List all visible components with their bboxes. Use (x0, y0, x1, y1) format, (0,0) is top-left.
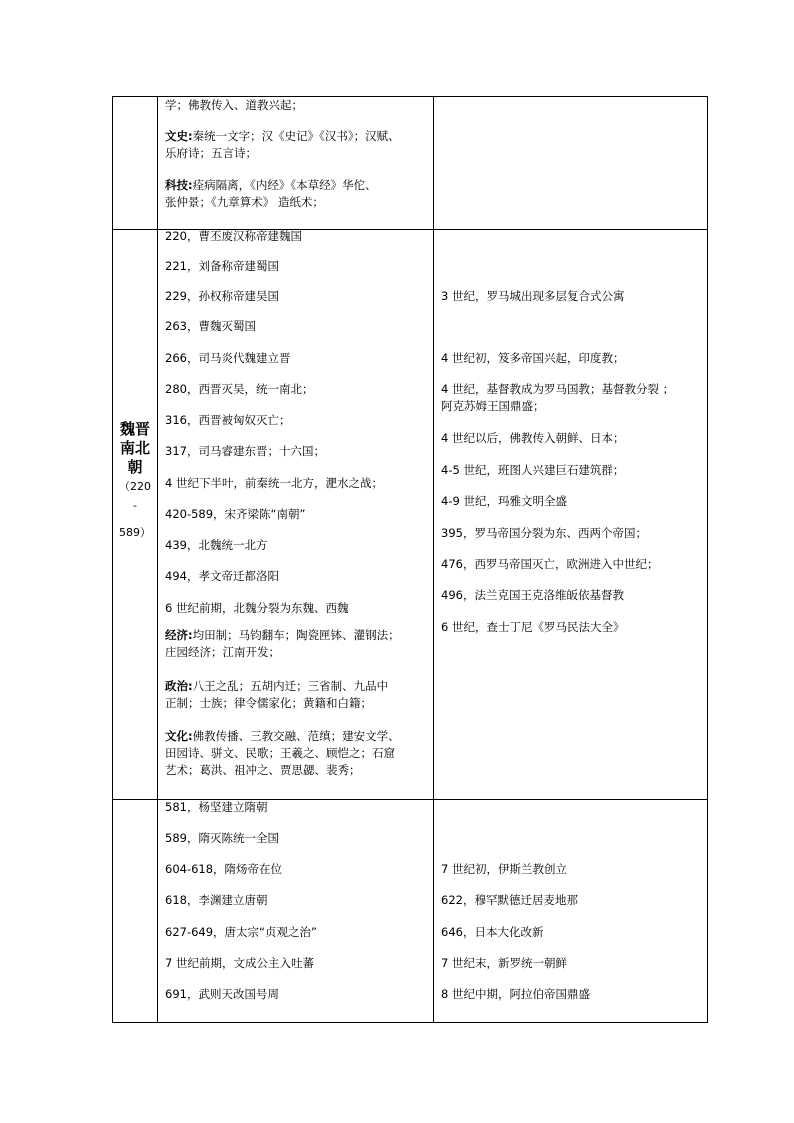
china-event: 263，曹魏灭蜀国 (165, 319, 256, 333)
table-row (113, 799, 707, 1022)
world-event: 395，罗马帝国分裂为东、西两个帝国； (441, 526, 647, 540)
history-comparison-table (112, 96, 708, 1023)
world-event: 7 世纪末，新罗统一朝鲜 (441, 956, 567, 970)
world-event: 3 世纪，罗马城出现多层复合式公寓 (441, 289, 625, 303)
block-label: 文史: (165, 129, 193, 143)
china-economy-block: 经济:均田制；马钧翻车；陶瓷匣钵、灌钢法； 庄园经济；江南开发； (165, 628, 400, 659)
table-row (113, 229, 707, 799)
period-name-line: 朝 (127, 458, 143, 476)
china-event: 280，西晋灭吴，统一南北； (165, 382, 314, 396)
china-event: 266，司马炎代魏建立晋 (165, 351, 291, 365)
column-divider (157, 800, 158, 1022)
world-event-cont: 阿克苏姆王国鼎盛； (441, 399, 545, 413)
period-years-line: （220 (119, 480, 151, 493)
china-event: 439，北魏统一北方 (165, 538, 268, 552)
china-event: 691，武则天改国号周 (165, 987, 279, 1001)
china-event: 618，李渊建立唐朝 (165, 893, 268, 907)
china-event: 604-618，隋炀帝在位 (165, 862, 283, 876)
china-culture-block: 文化:佛教传播、三教交融、范缜；建安文学、 田园诗、骈文、民歌；王羲之、顾恺之；石窟 艺术；葛洪、祖冲之、贾思勰、裴秀； (165, 729, 400, 777)
china-event: 4 世纪下半叶，前秦统一北方，淝水之战； (165, 476, 383, 490)
column-divider (433, 230, 434, 799)
table-row (113, 97, 707, 229)
china-event: 7 世纪前期，文成公主入吐蕃 (165, 956, 314, 970)
world-event: 4 世纪，基督教成为罗马国教；基督教分裂 ； (441, 382, 675, 396)
column-divider (433, 800, 434, 1022)
period-name-line: 南北 (119, 439, 150, 457)
period-name-line: 魏晋 (119, 420, 150, 438)
column-divider (157, 230, 158, 799)
china-event: 221，刘备称帝建蜀国 (165, 259, 279, 273)
china-event: 229，孙权称帝建吴国 (165, 289, 279, 303)
column-divider (157, 97, 158, 229)
world-event: 476，西罗马帝国灭亡，欧洲进入中世纪； (441, 557, 659, 571)
china-event: 316，西晋被匈奴灭亡； (165, 413, 291, 427)
world-event: 8 世纪中期，阿拉伯帝国鼎盛 (441, 987, 590, 1001)
china-event: 627-649，唐太宗“贞观之治” (165, 925, 317, 939)
period-years-line: 589） (119, 526, 151, 539)
period-cell (113, 420, 157, 542)
china-culture-block: 文史:秦统一文字；汉《史记》《汉书》；汉赋、 乐府诗；五言诗； (165, 129, 400, 160)
china-event: 420-589，宋齐梁陈“南朝” (165, 507, 306, 521)
china-politics-block: 政治:八王之乱；五胡内迁；三省制、九品中 正制；士族；律令儒家化；黄籍和白籍； (165, 679, 389, 710)
world-event: 646，日本大化改新 (441, 925, 544, 939)
china-event: 589，隋灭陈统一全国 (165, 831, 279, 845)
china-event: 317，司马睿建东晋；十六国； (165, 444, 325, 458)
china-event: 220，曹丕废汉称帝建魏国 (165, 229, 302, 243)
block-label: 科技: (165, 178, 193, 192)
china-note: 学；佛教传入、道教兴起； (165, 98, 303, 112)
china-tech-block: 科技:痊病隔离，《内经》《本草经》华佗、 张仲景；《九章算术》 造纸术； (165, 178, 377, 209)
block-label: 政治: (165, 679, 193, 693)
column-divider (433, 97, 434, 229)
china-event: 581，杨坚建立隋朝 (165, 800, 268, 814)
period-years-line: - (133, 499, 137, 512)
block-label: 文化: (165, 729, 193, 743)
block-label: 经济: (165, 628, 193, 642)
world-event: 496，法兰克国王克洛维皈依基督教 (441, 588, 624, 602)
world-event: 4-9 世纪，玛雅文明全盛 (441, 494, 567, 508)
china-event: 6 世纪前期，北魏分裂为东魏、西魏 (165, 601, 349, 615)
world-event: 4 世纪初，笈多帝国兴起，印度教； (441, 351, 625, 365)
world-event: 622，穆罕默德迁居麦地那 (441, 893, 578, 907)
china-event: 494，孝文帝迁都洛阳 (165, 569, 279, 583)
world-event: 4-5 世纪，班图人兴建巨石建筑群； (441, 463, 625, 477)
world-event: 6 世纪，查士丁尼《罗马民法大全》 (441, 620, 625, 634)
world-event: 4 世纪以后，佛教传入朝鲜、日本； (441, 431, 625, 445)
world-event: 7 世纪初，伊斯兰教创立 (441, 862, 567, 876)
